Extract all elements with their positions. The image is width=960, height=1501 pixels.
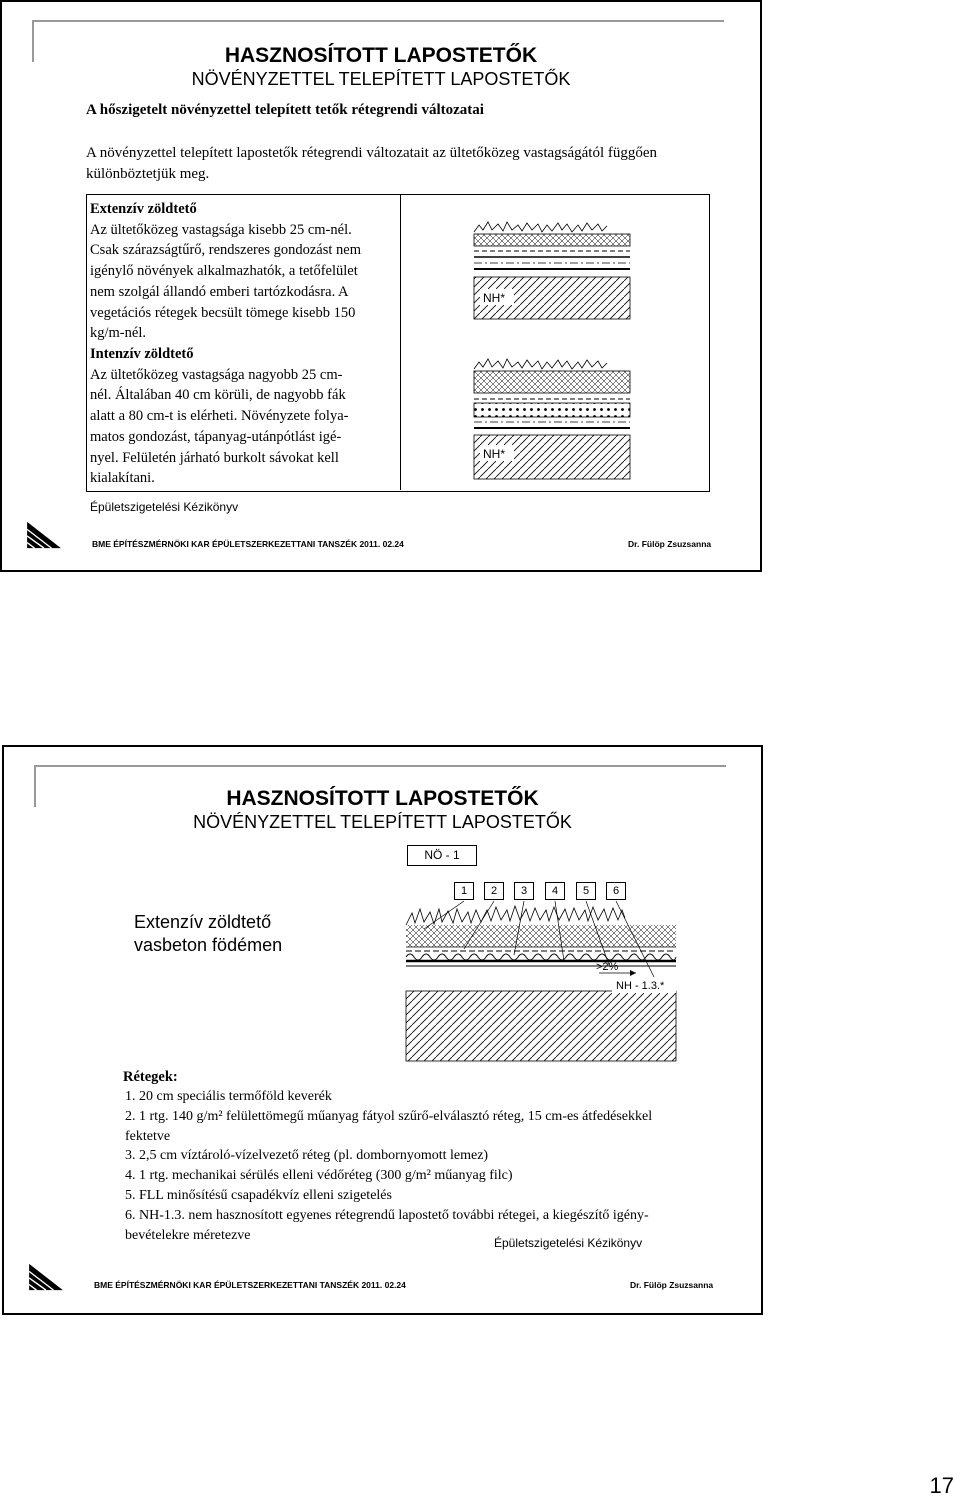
source-label: Épületszigetelési Kézikönyv xyxy=(90,500,239,514)
box-divider xyxy=(400,194,401,490)
extensive-line: nem szolgál állandó emberi tartózkodásra. A xyxy=(90,283,349,300)
layer-item: 3. 2,5 cm víztároló-vízelvezető réteg (pl. dombornyomott lemez) xyxy=(125,1148,489,1163)
layer-item: bevételekre méretezve xyxy=(125,1228,251,1243)
extensive-roof-section-drawing xyxy=(404,897,684,1072)
slide-subtitle: NÖVÉNYZETTEL TELEPÍTETT LAPOSTETŐK xyxy=(193,812,572,832)
intensive-line: nél. Általában 40 cm körüli, de nagyobb fák xyxy=(90,387,346,404)
extensive-line: Az ültetőközeg vastagsága kisebb 25 cm-nél. xyxy=(90,221,352,238)
layer-item: fektetve xyxy=(125,1129,171,1144)
intensive-text xyxy=(90,344,400,489)
slide-title: HASZNOSÍTOTT LAPOSTETŐK xyxy=(226,787,539,810)
layer-item: 6. NH-1.3. nem hasznosított egyenes rétegrendű lapostető további rétegei, a kiegészítő igény- xyxy=(125,1208,649,1223)
layer-number-4: 4 xyxy=(545,882,565,900)
slide-subtitle: NÖVÉNYZETTEL TELEPÍTETT LAPOSTETŐK xyxy=(191,69,571,89)
bme-logo-icon xyxy=(24,520,64,550)
layer-item: 1. 20 cm speciális termőföld keverék xyxy=(125,1089,332,1104)
nh-label: NH - 1.3.* xyxy=(616,980,665,992)
extensive-line: vegetációs rétegek becsült tömege kisebb 150 xyxy=(90,304,356,321)
extensive-nh-label: NH* xyxy=(483,291,506,305)
page-number: 17 xyxy=(929,1473,954,1498)
intensive-line: Az ültetőközeg vastagsága nagyobb 25 cm- xyxy=(90,366,343,383)
extensive-line: kg/m-nél. xyxy=(90,325,146,342)
extensive-heading: Extenzív zöldtető xyxy=(90,201,197,217)
footer-department: BME ÉPÍTÉSZMÉRNÖKI KAR ÉPÜLETSZERKEZETTANI TANSZÉK 2011. 02.24 xyxy=(92,539,404,549)
layer-item: 5. FLL minősítésű csapadékvíz elleni szigetelés xyxy=(125,1188,392,1203)
intensive-line: alatt a 80 cm-t is elérheti. Növényzete folya- xyxy=(90,408,349,425)
layer-item: 2. 1 rtg. 140 g/m² felülettömegű műanyag fátyol szűrő-elválasztó réteg, 15 cm-es átfedésekkel xyxy=(125,1109,653,1124)
layer-number-1: 1 xyxy=(454,882,474,900)
layer-number-3: 3 xyxy=(514,882,534,900)
footer-department: BME ÉPÍTÉSZMÉRNÖKI KAR ÉPÜLETSZERKEZETTANI TANSZÉK 2011. 02.24 xyxy=(94,1280,406,1290)
extensive-text xyxy=(90,199,400,344)
layer-number-2: 2 xyxy=(484,882,504,900)
intensive-layer-diagram xyxy=(472,357,632,482)
slide-1 xyxy=(0,0,762,572)
layer-number-5: 5 xyxy=(576,882,596,900)
drawing-code-box: NÖ - 1 xyxy=(407,845,477,866)
intensive-nh-label: NH* xyxy=(483,447,506,461)
slide-title: HASZNOSÍTOTT LAPOSTETŐK xyxy=(224,44,538,67)
extensive-line: igénylő növények alkalmazhatók, a tetőfelület xyxy=(90,263,358,280)
caption-line-2: vasbeton födémen xyxy=(134,935,283,955)
intensive-line: kialakítani. xyxy=(90,470,155,487)
layers-heading: Rétegek: xyxy=(123,1069,178,1085)
layer-number-6: 6 xyxy=(606,882,626,900)
intensive-line: nyel. Felületén járható burkolt sávokat kell xyxy=(90,449,339,466)
footer-author: Dr. Fülöp Zsuzsanna xyxy=(628,539,712,549)
intensive-line: matos gondozást, tápanyag-utánpótlást igé- xyxy=(90,428,342,445)
caption-line-1: Extenzív zöldtető xyxy=(134,912,272,932)
extensive-layer-diagram xyxy=(472,217,632,322)
drawing-caption xyxy=(134,911,282,957)
intensive-heading: Intenzív zöldtető xyxy=(90,346,194,362)
layer-item: 4. 1 rtg. mechanikai sérülés elleni védőréteg (300 g/m² műanyag filc) xyxy=(125,1168,513,1183)
bme-logo-icon xyxy=(26,1262,66,1292)
extensive-line: Csak szárazságtűrő, rendszeres gondozást nem xyxy=(90,242,361,259)
slope-label: >2% xyxy=(596,961,619,973)
source-label: Épületszigetelési Kézikönyv xyxy=(494,1236,643,1250)
section-heading: A hőszigetelt növényzettel telepített tetők rétegrendi változatai xyxy=(86,102,484,118)
intro-line-1: A növényzettel telepített lapostetők rétegrendi változatait az ültetőközeg vastagságától függően xyxy=(86,145,658,161)
intro-line-2: különböztetjük meg. xyxy=(86,166,210,182)
slide-2 xyxy=(2,745,763,1315)
footer-author: Dr. Fülöp Zsuzsanna xyxy=(630,1280,714,1290)
